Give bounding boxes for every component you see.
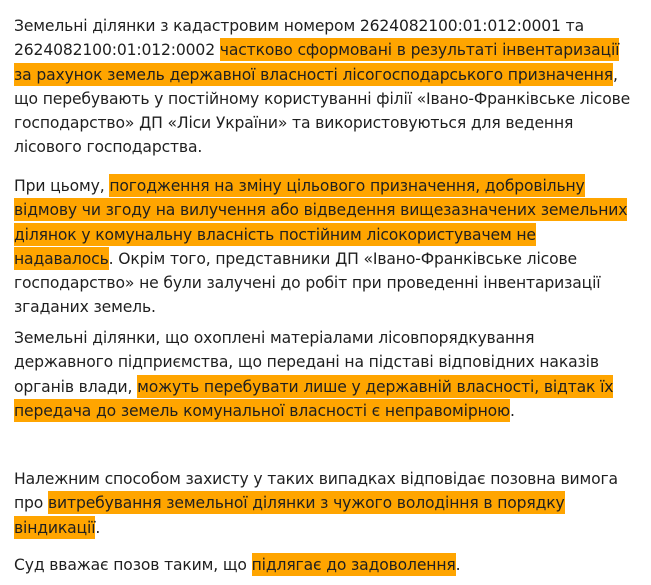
paragraph-5-text: Суд вважає позов таким, що — [14, 556, 252, 574]
paragraph-4-text: Належним способом захисту у таких випадках відповідає позовна вимога про — [14, 470, 618, 513]
paragraph-3-highlight: можуть перебувати лише у державній власності, відтак їх передача до земель комунальної власності є неправомірною — [14, 375, 613, 422]
paragraph-5 — [14, 553, 637, 577]
paragraph-2-highlight: погодження на зміну цільового призначення, добровільну відмову чи згоду на вилучення або відведення вищезазначених земельних ділянок у комунальну власність постійним лісокористувачем не надавалось — [14, 174, 627, 270]
paragraph-3-text-end: . — [509, 401, 515, 420]
paragraph-1-text-end: , що перебувають у постійному користуванні філії «Івано-Франківське лісове господарство» ДП «Ліси України» та використовуються для ведення лісового господарства. — [14, 65, 631, 157]
paragraph-4-highlight: витребування земельної ділянки з чужого володіння в порядку віндикації — [14, 491, 565, 538]
paragraph-1-text: Земельні ділянки з кадастровим номером 2624082100:01:012:0001 та 2624082100:01:012:0002 — [14, 17, 584, 60]
paragraph-2 — [14, 174, 637, 320]
paragraph-5-highlight: підлягає до задоволення — [252, 553, 456, 576]
paragraph-2-text: При цьому, — [14, 177, 110, 195]
paragraph-3-text: Земельні ділянки, що охоплені матеріалами лісовпорядкування державного підприємства, що передані на підставі відповідних наказів органів влади, — [14, 329, 599, 396]
paragraph-1-highlight: частково сформовані в результаті інвентаризації за рахунок земель державної власності лісогосподарського призначення — [14, 38, 619, 85]
paragraph-5-text-end: . — [455, 556, 461, 574]
paragraph-1 — [14, 14, 637, 160]
paragraph-3 — [14, 326, 637, 423]
paragraph-4 — [14, 467, 637, 540]
paragraph-4-text-end: . — [95, 518, 101, 537]
paragraph-2-text-end: . Окрім того, представники ДП «Івано-Франківське лісове господарство» не були залучені до робіт при проведенні інвентаризації згаданих земель. — [14, 249, 601, 317]
